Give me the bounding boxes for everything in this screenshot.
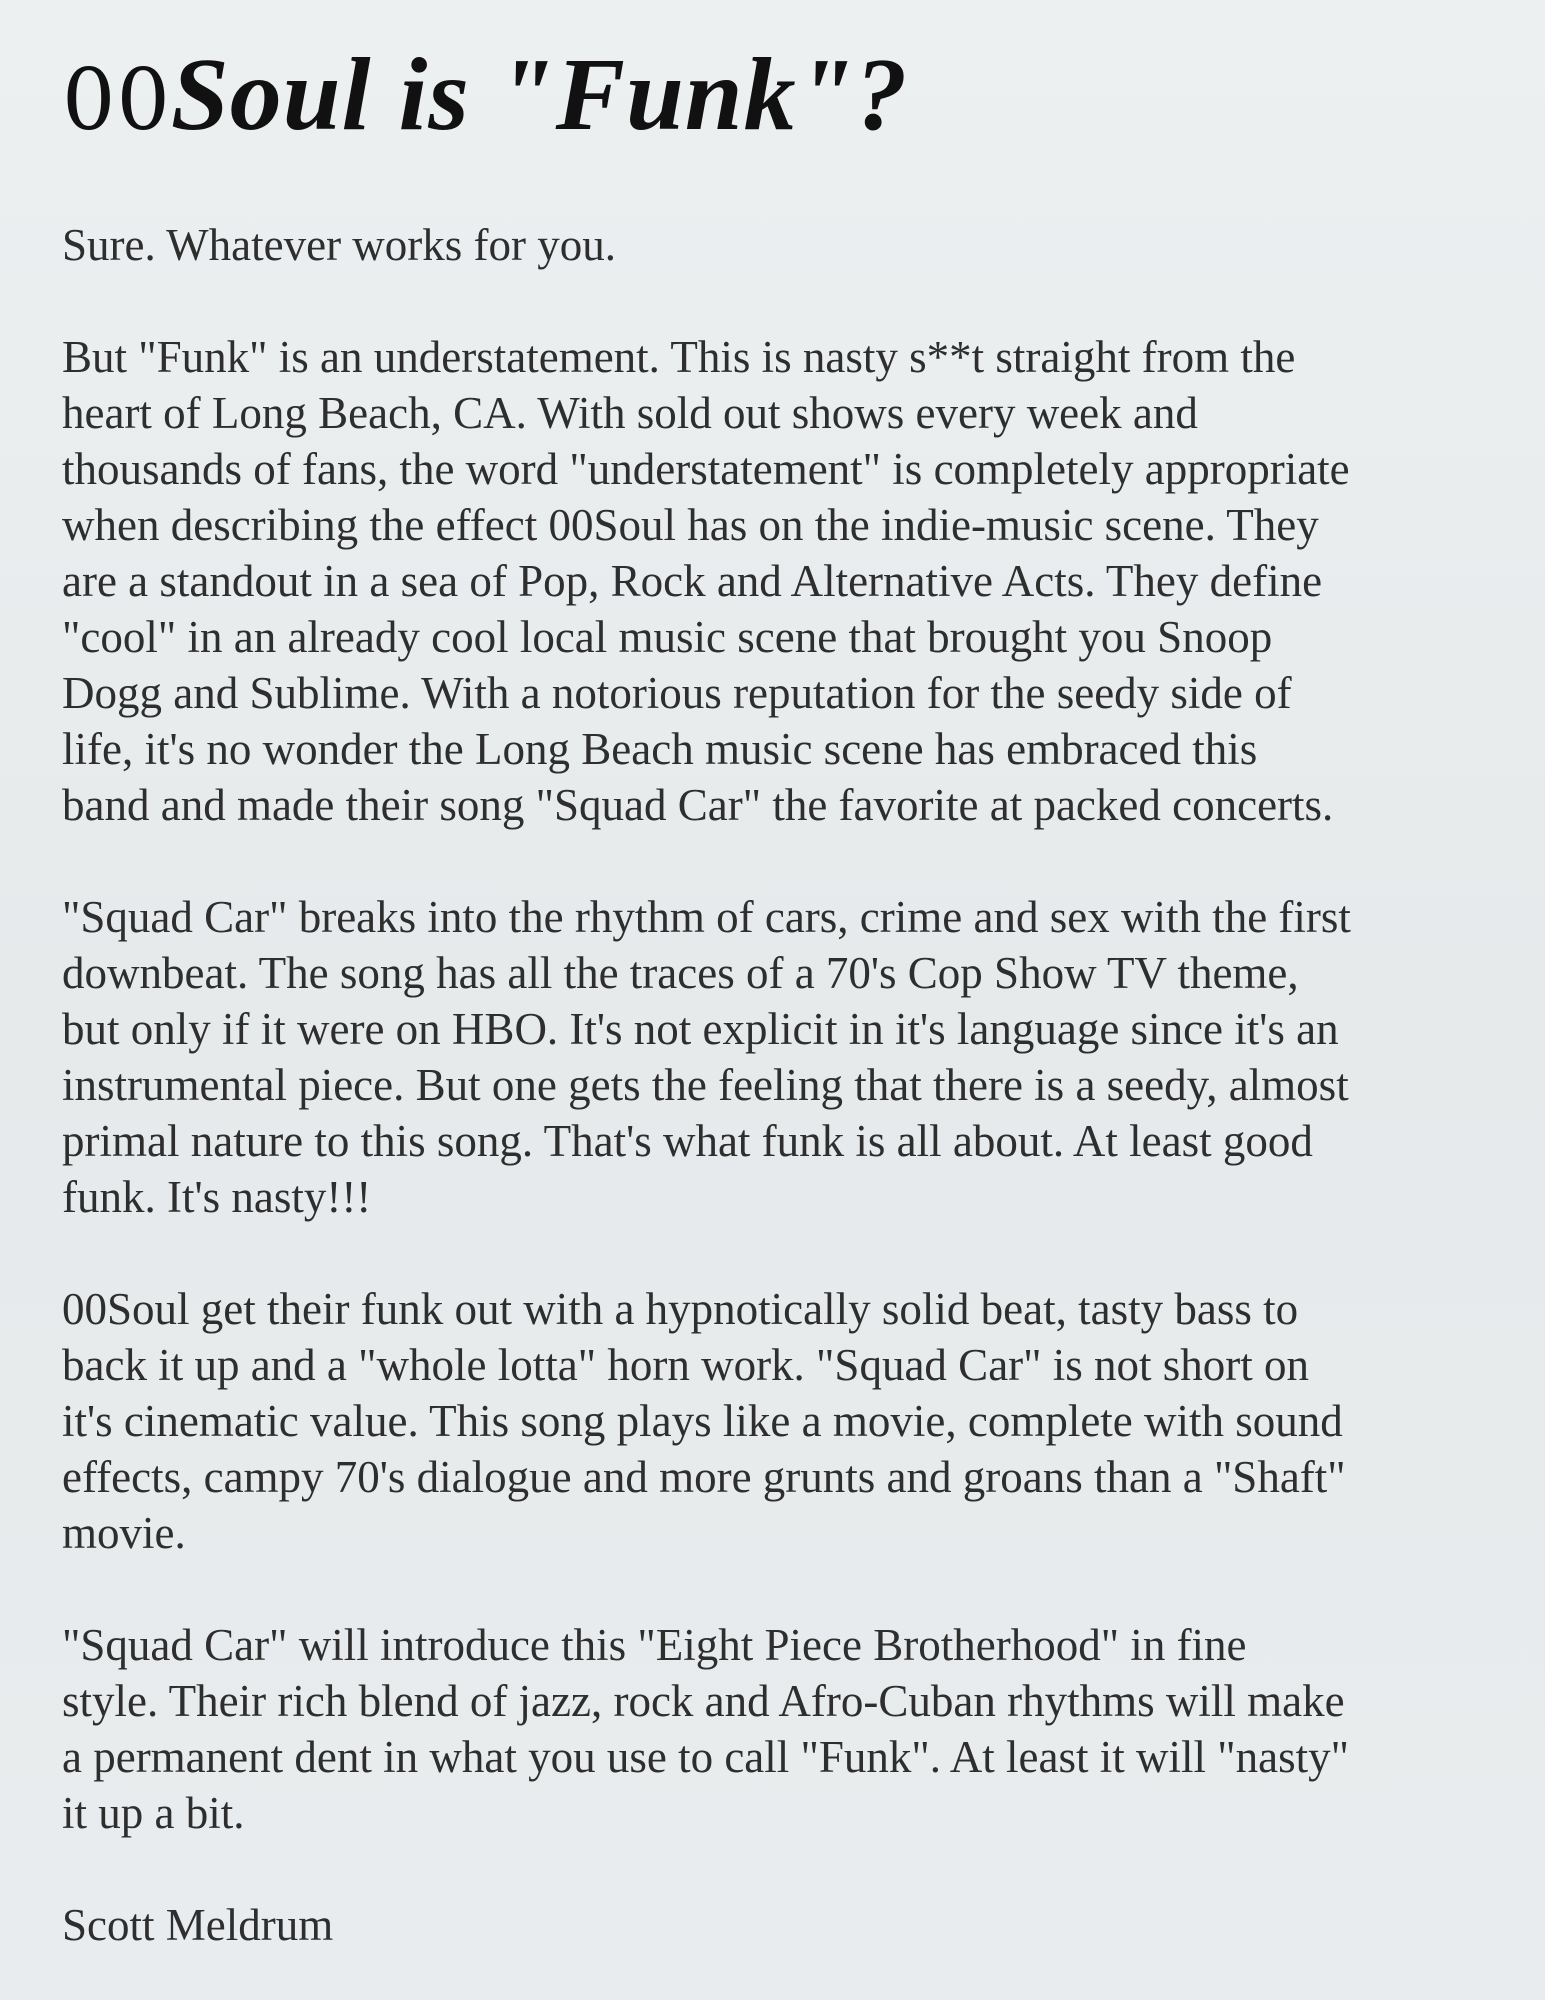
page-title: [62, 30, 1502, 165]
body-paragraph-1: But "Funk" is an understatement. This is nasty s**t straight from the heart of Long Beach, CA. With sold out shows every week and thousands of fans, the word "understatement" is completely appropriate when describing the effect 00Soul has on the indie-music scene. They are a standout in a sea of Pop, Rock and Alternative Acts. They define "cool" in an already cool local music scene that brought you Snoop Dogg and Sublime. With a notorious reputation for the seedy side of life, it's no wonder the Long Beach music scene has embraced this band and made their song "Squad Car" the favorite at packed concerts.: [62, 332, 1350, 830]
article: [62, 30, 1502, 1953]
title-rest: Soul is "Funk"?: [170, 37, 909, 152]
intro-paragraph: Sure. Whatever works for you.: [62, 220, 617, 270]
body-paragraph-2: "Squad Car" breaks into the rhythm of cars, crime and sex with the first downbeat. The song has all the traces of a 70's Cop Show TV theme, but only if it were on HBO. It's not explicit in it's language since it's an instrumental piece. But one gets the feeling that there is a seedy, almost primal nature to this song. That's what funk is all about. At least good funk. It's nasty!!!: [62, 892, 1351, 1222]
body-paragraph-3: 00Soul get their funk out with a hypnotically solid beat, tasty bass to back it up and a "whole lotta" horn work. "Squad Car" is not short on it's cinematic value. This song plays like a movie, complete with sound effects, campy 70's dialogue and more grunts and groans than a "Shaft" movie.: [62, 1284, 1346, 1558]
author-signature: Scott Meldrum: [62, 1900, 334, 1950]
title-prefix: 00: [62, 51, 171, 149]
body-paragraph-4: "Squad Car" will introduce this "Eight Piece Brotherhood" in fine style. Their rich blend of jazz, rock and Afro-Cuban rhythms will make a permanent dent in what you use to call "Funk". At least it will "nasty" it up a bit.: [62, 1620, 1350, 1838]
